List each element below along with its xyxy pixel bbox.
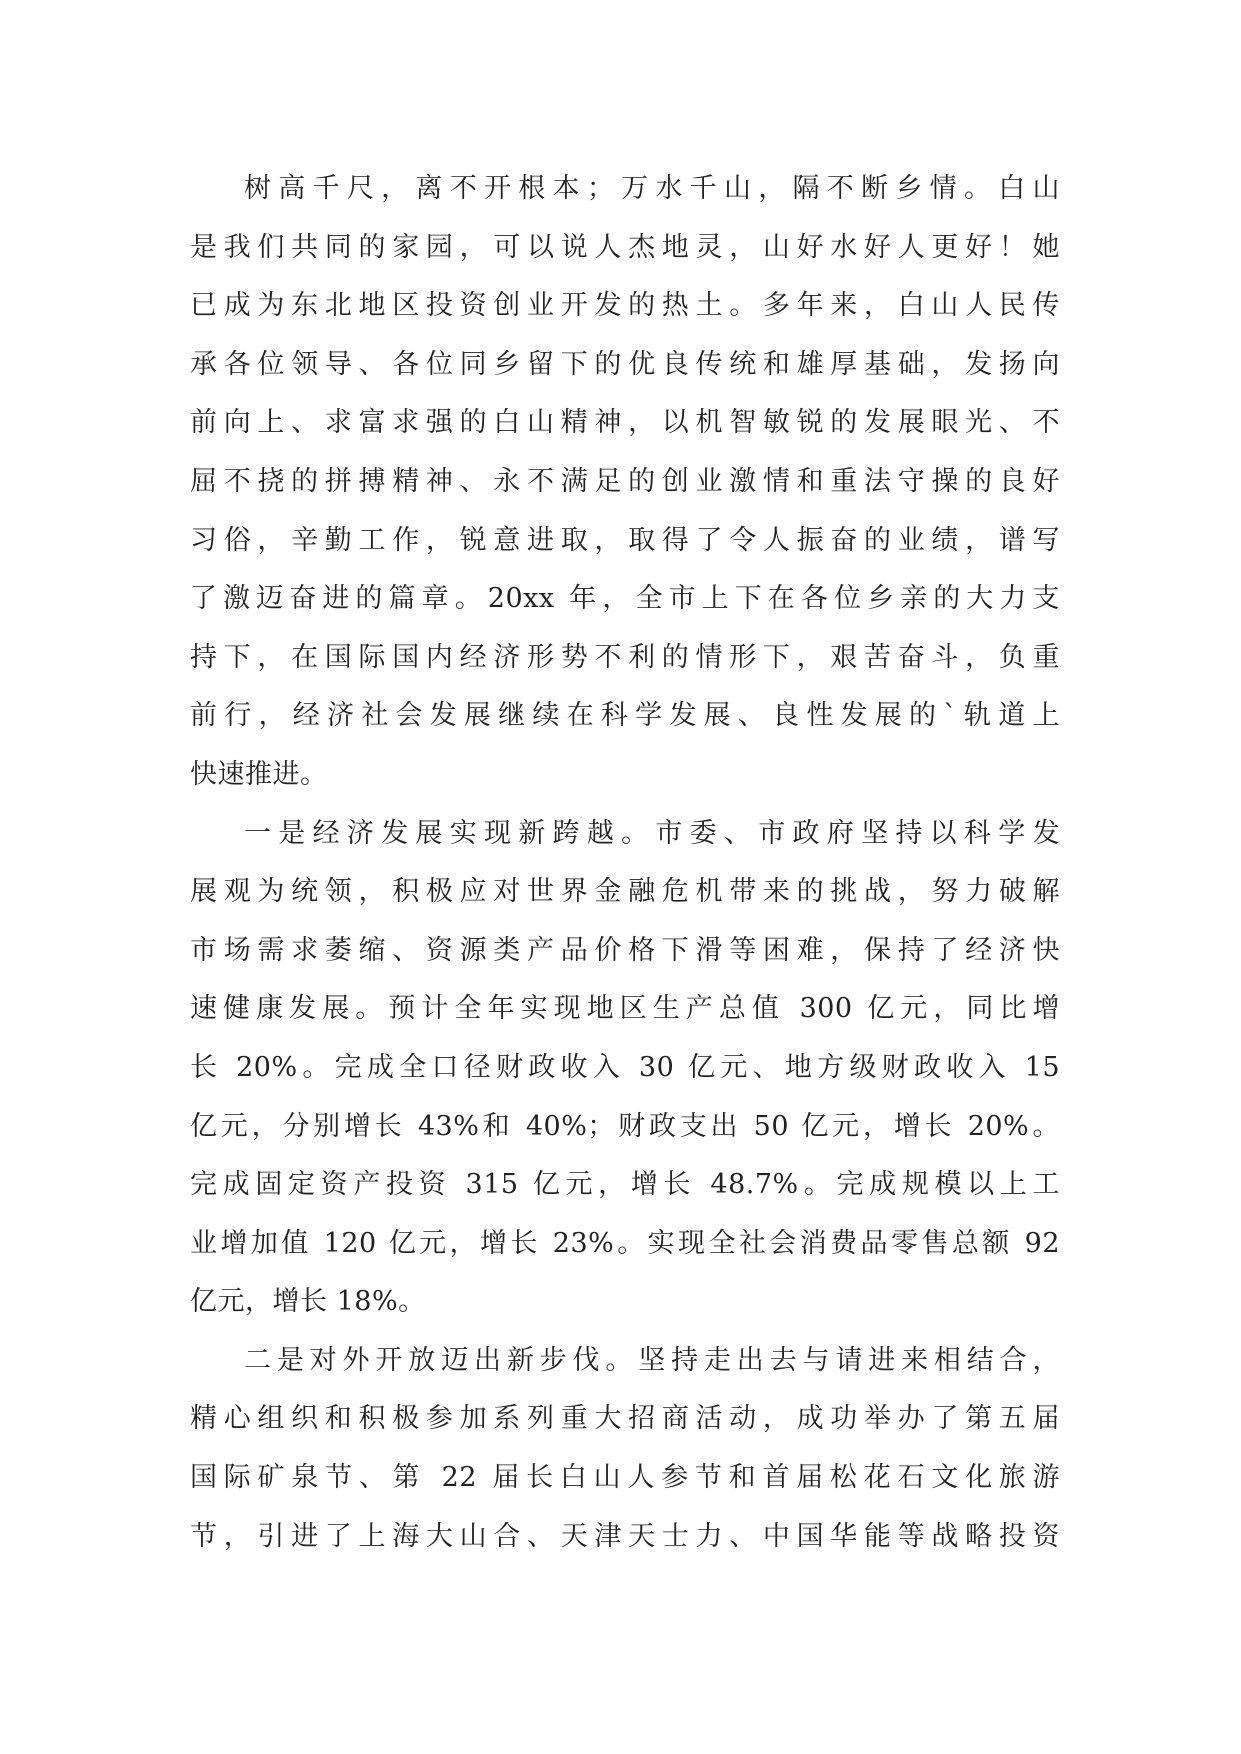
text-line: 快速推进。 [190, 758, 328, 790]
text-line: 屈不挠的拼搏精神、永不满足的创业激情和重法守操的良好 [190, 465, 1060, 497]
paragraph-3 [190, 1332, 1060, 1566]
text-line: 承各位领导、各位同乡留下的优良传统和雄厚基础，发扬向 [190, 348, 1060, 380]
text-line: 前行，经济社会发展继续在科学发展、良性发展的`轨道上 [190, 700, 1060, 732]
paragraph-2 [190, 805, 1060, 1332]
text-line: 展观为统领，积极应对世界金融危机带来的挑战，努力破解 [190, 876, 1060, 908]
text-line: 二是对外开放迈出新步伐。坚持走出去与请进来相结合， [244, 1344, 1060, 1376]
text-line: 习俗，辛勤工作，锐意进取，取得了令人振奋的业绩，谱写 [190, 524, 1060, 556]
text-line: 树高千尺，离不开根本；万水千山，隔不断乡情。白山 [244, 173, 1060, 204]
text-line: 速健康发展。预计全年实现地区生产总值 300 亿元，同比增 [190, 993, 1060, 1025]
text-line: 一是经济发展实现新跨越。市委、市政府坚持以科学发 [244, 817, 1060, 849]
text-line: 国际矿泉节、第 22 届长白山人参节和首届松花石文化旅游 [190, 1462, 1060, 1494]
text-line: 长 20%。完成全口径财政收入 30 亿元、地方级财政收入 15 [190, 1051, 1060, 1083]
text-line: 业增加值 120 亿元，增长 23%。实现全社会消费品零售总额 92 [190, 1227, 1060, 1259]
text-line: 持下，在国际国内经济形势不利的情形下，艰苦奋斗，负重 [190, 641, 1060, 673]
text-line: 亿元，增长 18%。 [190, 1286, 426, 1318]
text-line: 前向上、求富求强的白山精神，以机智敏锐的发展眼光、不 [190, 407, 1060, 439]
document-body [190, 160, 1060, 1566]
text-line: 市场需求萎缩、资源类产品价格下滑等困难，保持了经济快 [190, 934, 1060, 966]
text-line: 是我们共同的家园，可以说人杰地灵，山好水好人更好！她 [190, 231, 1060, 263]
paragraph-1 [190, 160, 1060, 805]
text-line: 完成固定资产投资 315 亿元，增长 48.7%。完成规模以上工 [190, 1169, 1060, 1201]
text-line: 了激迈奋进的篇章。20xx 年，全市上下在各位乡亲的大力支 [190, 583, 1060, 615]
text-line: 精心组织和积极参加系列重大招商活动，成功举办了第五届 [190, 1403, 1060, 1435]
text-line: 已成为东北地区投资创业开发的热土。多年来，白山人民传 [190, 290, 1060, 322]
text-line: 节，引进了上海大山合、天津天士力、中国华能等战略投资 [190, 1520, 1060, 1552]
text-line: 亿元，分别增长 43%和 40%；财政支出 50 亿元，增长 20%。 [190, 1110, 1060, 1142]
